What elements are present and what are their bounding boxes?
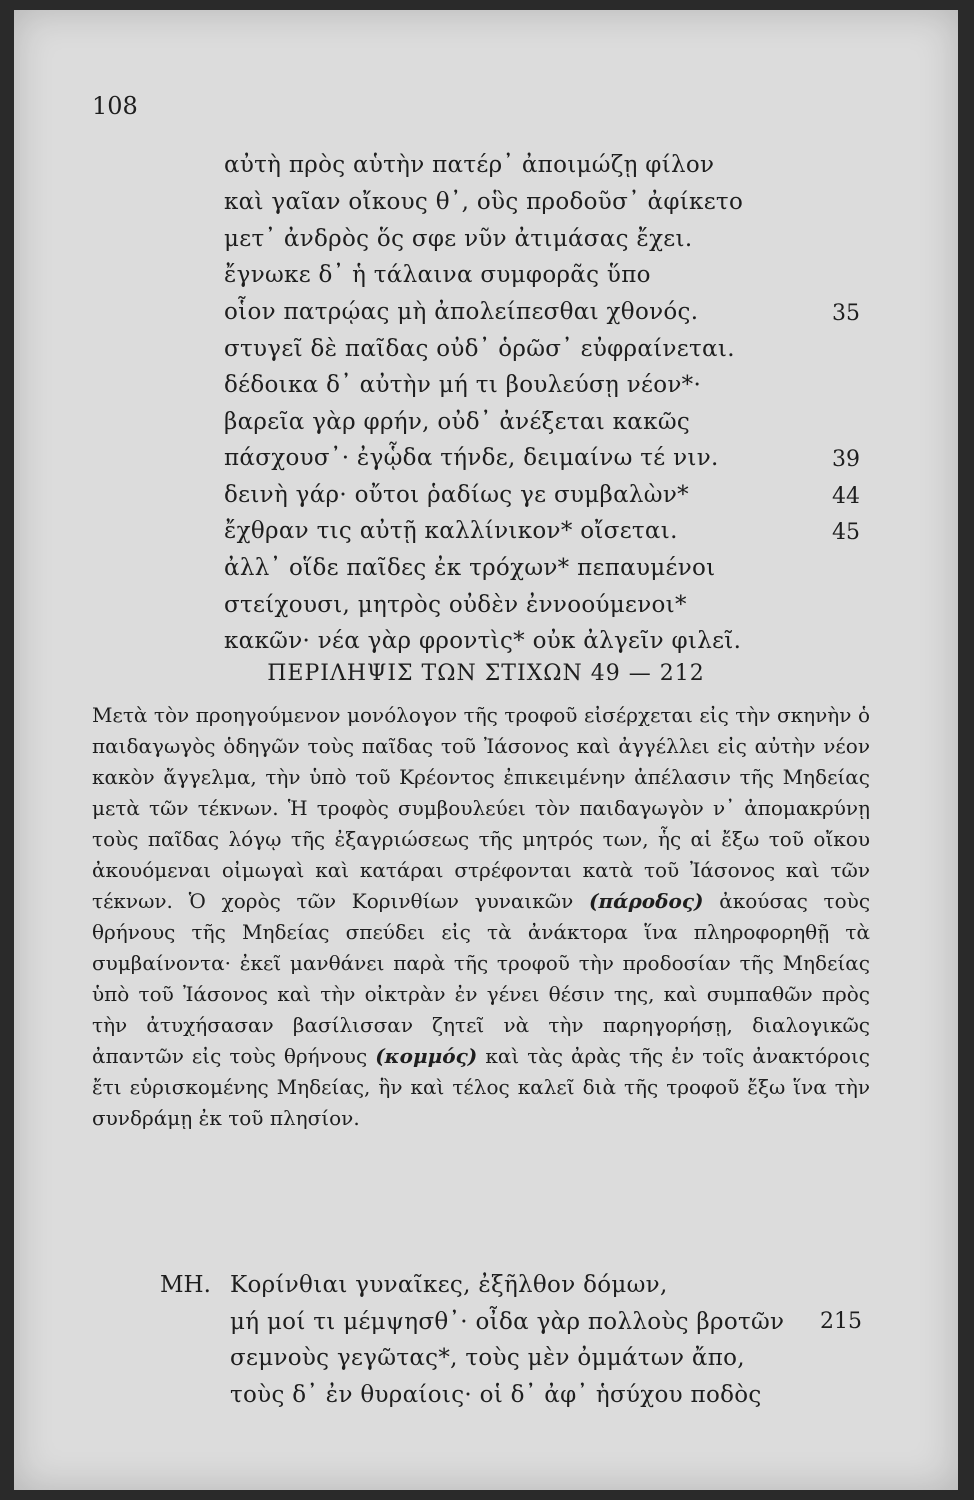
summary-text: Μετὰ τὸν προηγούμενον μονόλογον τῆς τροφοῦ εἰσέρχεται εἰς τὴν σκηνὴν ὁ παιδαγωγὸς ὁδηγῶν τοὺς παῖδας τοῦ Ἰάσονος καὶ ἀγγέλλει εἰς αὐτὴν νέον κακὸν ἄγγελμα, τὴν ὑπὸ τοῦ Κρέοντος ἐπικειμένην ἀπέλασιν τῆς Μηδείας μετὰ τῶν τέκνων. Ἡ τροφὸς συμβουλεύει τὸν παιδαγωγὸν ν᾽ ἀπομακρύνῃ τοὺς παῖδας λόγῳ τῆς ἐξαγριώσεως τῆς μητρός των, ἧς αἱ ἔξω τοῦ οἴκου ἀκουόμεναι οἰμωγαὶ καὶ κατάραι στρέφονται κατὰ τοῦ Ἰάσονος καὶ τῶν τέκνων. Ὁ χορὸς τῶν Κορινθίων γυναικῶν — [92, 703, 870, 913]
verse-line: κακῶν· νέα γὰρ φροντὶς* οὐκ ἀλγεῖν φιλεῖ. — [224, 628, 742, 654]
line-number: 44 — [832, 484, 860, 509]
summary-paragraph — [92, 700, 870, 1134]
term-parodos: (πάροδος) — [589, 889, 704, 913]
verse-line: Κορίνθιαι γυναῖκες, ἐξῆλθον δόμων, — [230, 1272, 668, 1298]
verse-line: τοὺς δ᾽ ἐν θυραίοις· οἱ δ᾽ ἀφ᾽ ἡσύχου ποδὸς — [230, 1382, 762, 1408]
verse-line: σεμνοὺς γεγῶτας*, τοὺς μὲν ὀμμάτων ἄπο, — [230, 1345, 745, 1371]
book-page — [14, 10, 958, 1490]
verse-line: μετ᾽ ἀνδρὸς ὅς σφε νῦν ἀτιμάσας ἔχει. — [224, 226, 693, 252]
section-heading: ΠΕΡΙΛΗΨΙΣ ΤΩΝ ΣΤΙΧΩΝ 49 — 212 — [267, 661, 705, 686]
verse-line: δέδοικα δ᾽ αὐτὴν μή τι βουλεύσῃ νέον*· — [224, 372, 702, 398]
speaker-label: ΜΗ. — [160, 1272, 211, 1298]
line-number: 215 — [820, 1309, 862, 1334]
line-number: 39 — [832, 447, 860, 472]
verse-line: καὶ γαῖαν οἴκους θ᾽, οὓς προδοῦσ᾽ ἀφίκετο — [224, 189, 744, 215]
verse-line: οἷον πατρῴας μὴ ἀπολείπεσθαι χθονός. — [224, 299, 699, 325]
verse-line: ἀλλ᾽ οἵδε παῖδες ἐκ τρόχων* πεπαυμένοι — [224, 555, 716, 581]
verse-line: δεινὴ γάρ· οὔτοι ῥαδίως γε συμβαλὼν* — [224, 482, 689, 508]
term-kommos: (κομμός) — [375, 1044, 478, 1068]
verse-line: μή μοί τι μέμψησθ᾽· οἶδα γὰρ πολλοὺς βροτῶν — [230, 1309, 785, 1335]
verse-line: αὐτὴ πρὸς αὑτὴν πατέρ᾽ ἀποιμώζῃ φίλον — [224, 152, 715, 178]
verse-line: ἔγνωκε δ᾽ ἡ τάλαινα συμφορᾶς ὕπο — [224, 262, 651, 288]
summary-text: ἀκούσας τοὺς θρήνους τῆς Μηδείας σπεύδει εἰς τὰ ἀνάκτορα ἵνα πληροφορηθῇ τὰ συμβαίνοντα· ἐκεῖ μανθάνει παρὰ τῆς τροφοῦ τὴν προδοσίαν τῆς Μηδείας ὑπὸ τοῦ Ἰάσονος καὶ τὴν οἰκτρὰν ἐν γένει θέσιν της, καὶ συμπαθῶν πρὸς τὴν ἀτυχήσασαν βασίλισσαν ζητεῖ νὰ τὴν παρηγορήσῃ, διαλογικῶς ἀπαντῶν εἰς τοὺς θρήνους — [92, 889, 871, 1068]
page-number: 108 — [92, 92, 138, 120]
line-number: 45 — [832, 520, 860, 545]
verse-line: πάσχουσ᾽· ἐγᾧδα τήνδε, δειμαίνω τέ νιν. — [224, 445, 719, 471]
verse-line: στείχουσι, μητρὸς οὐδὲν ἐννοούμενοι* — [224, 592, 687, 618]
verse-line: στυγεῖ δὲ παῖδας οὐδ᾽ ὁρῶσ᾽ εὐφραίνεται. — [224, 336, 735, 362]
verse-line: βαρεῖα γὰρ φρήν, οὐδ᾽ ἀνέξεται κακῶς — [224, 409, 691, 435]
line-number: 35 — [832, 301, 860, 326]
verse-line: ἔχθραν τις αὐτῇ καλλίνικον* οἴσεται. — [224, 518, 678, 544]
summary-text: καὶ τὰς ἀρὰς τῆς ἐν τοῖς ἀνακτόροις ἔτι εὑρισκομένης Μηδείας, ἣν καὶ τέλος καλεῖ διὰ τῆς τροφοῦ ἔξω ἵνα τὴν συνδράμῃ ἐκ τοῦ πλησίον. — [92, 1044, 871, 1130]
